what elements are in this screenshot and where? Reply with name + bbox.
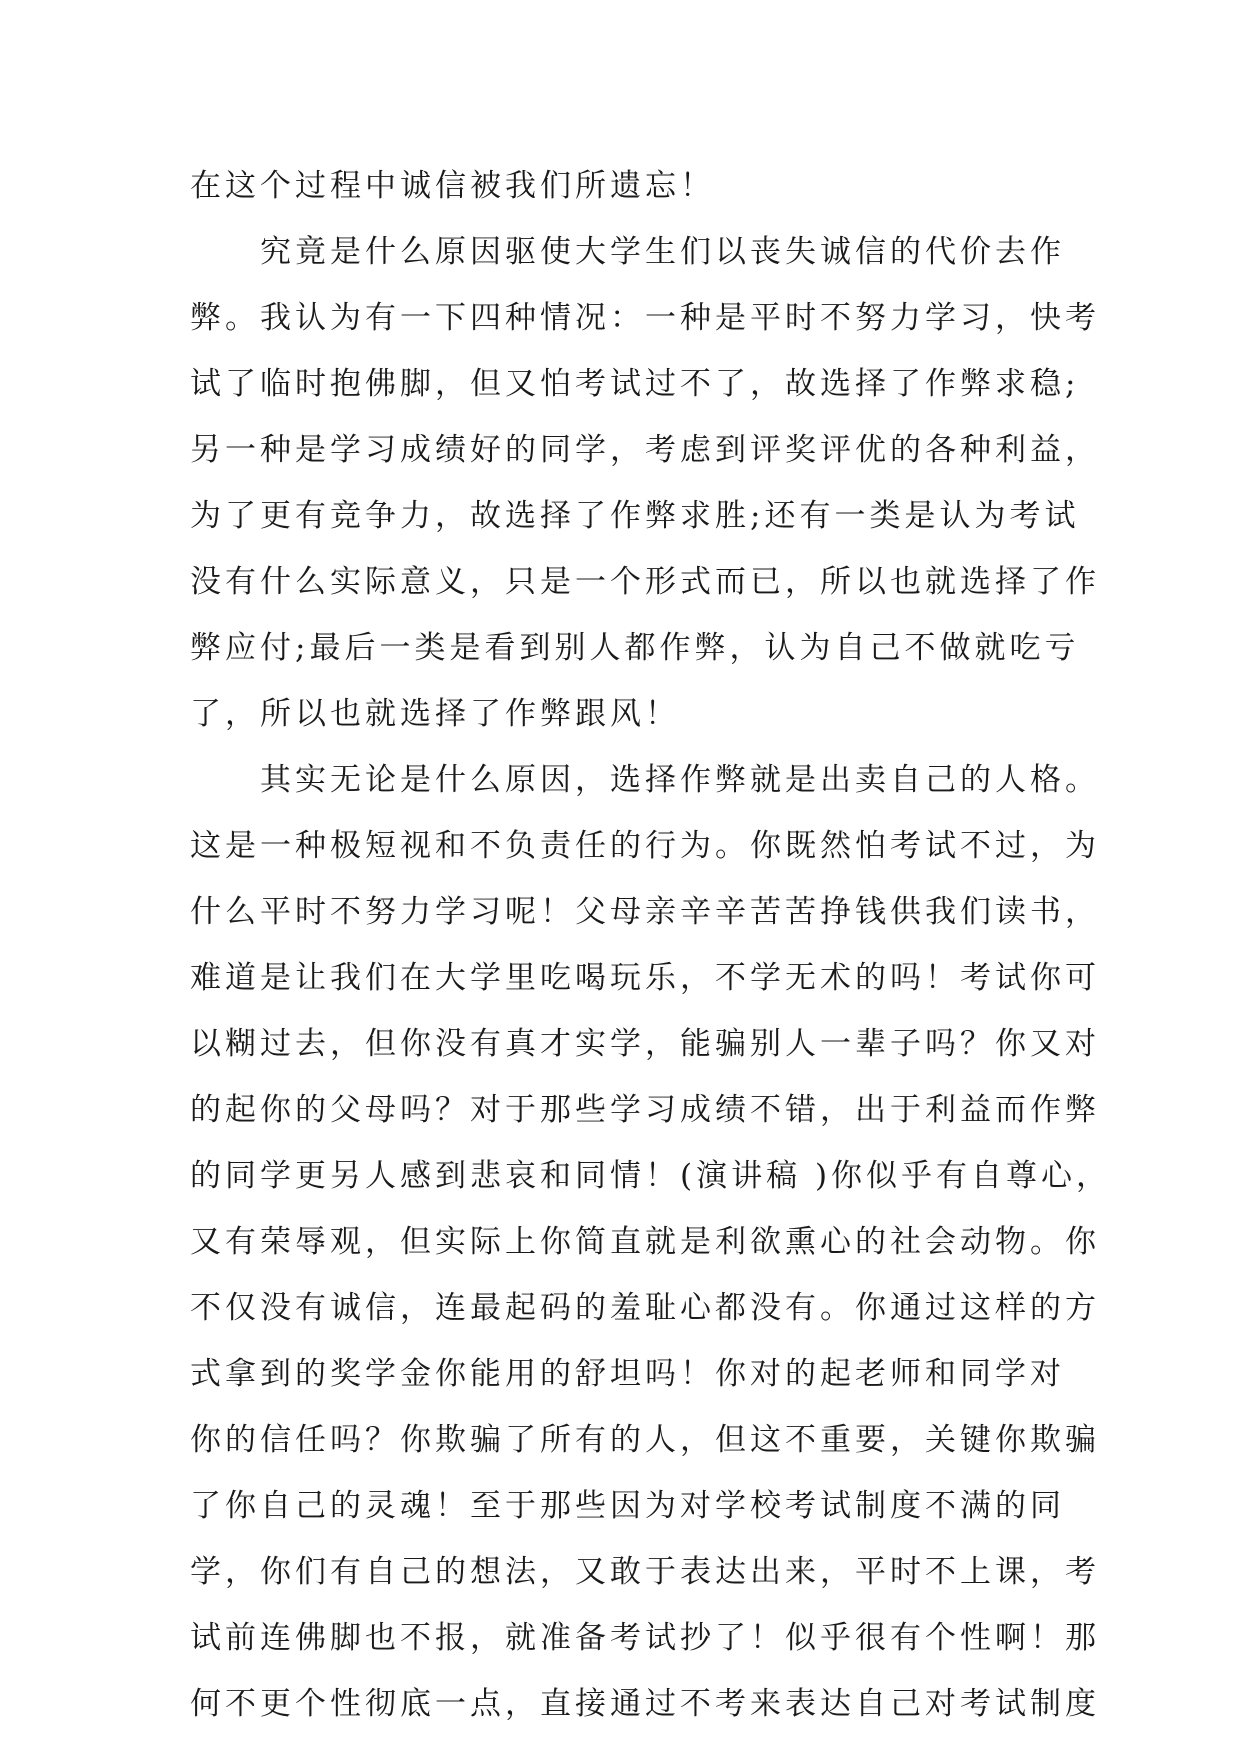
text-line: 以糊过去，但你没有真才实学，能骗别人一辈子吗？你又对 — [190, 1026, 1100, 1062]
text-line: 试了临时抱佛脚，但又怕考试过不了，故选择了作弊求稳; — [190, 366, 1080, 402]
text-line: 没有什么实际意义，只是一个形式而已，所以也就选择了作 — [190, 564, 1100, 600]
text-line: 式拿到的奖学金你能用的舒坦吗！你对的起老师和同学对 — [190, 1356, 1065, 1392]
text-line: 为了更有竞争力，故选择了作弊求胜;还有一类是认为考试 — [190, 498, 1080, 534]
text-line: 什么平时不努力学习呢！父母亲辛辛苦苦挣钱供我们读书， — [190, 894, 1100, 930]
text-line: 又有荣辱观，但实际上你简直就是利欲熏心的社会动物。你 — [190, 1224, 1100, 1260]
text-line: 究竟是什么原因驱使大学生们以丧失诚信的代价去作 — [190, 234, 1065, 270]
text-line: 的同学更另人感到悲哀和同情！(演讲稿 )你似乎有自尊心， — [190, 1158, 1112, 1194]
text-line: 何不更个性彻底一点，直接通过不考来表达自己对考试制度 — [190, 1686, 1100, 1722]
text-line: 试前连佛脚也不报，就准备考试抄了！似乎很有个性啊！那 — [190, 1620, 1100, 1656]
text-line: 不仅没有诚信，连最起码的羞耻心都没有。你通过这样的方 — [190, 1290, 1100, 1326]
text-line: 你的信任吗？你欺骗了所有的人，但这不重要，关键你欺骗 — [190, 1422, 1100, 1458]
text-line: 另一种是学习成绩好的同学，考虑到评奖评优的各种利益， — [190, 432, 1100, 468]
text-line: 弊应付;最后一类是看到别人都作弊，认为自己不做就吃亏 — [190, 630, 1080, 666]
text-line: 在这个过程中诚信被我们所遗忘！ — [190, 168, 715, 204]
text-line: 了，所以也就选择了作弊跟风！ — [190, 696, 680, 732]
text-line: 这是一种极短视和不负责任的行为。你既然怕考试不过，为 — [190, 828, 1100, 864]
text-line: 难道是让我们在大学里吃喝玩乐，不学无术的吗！考试你可 — [190, 960, 1100, 996]
text-line: 学，你们有自己的想法，又敢于表达出来，平时不上课，考 — [190, 1554, 1100, 1590]
text-line: 弊。我认为有一下四种情况：一种是平时不努力学习，快考 — [190, 300, 1100, 336]
text-line: 的起你的父母吗？对于那些学习成绩不错，出于利益而作弊 — [190, 1092, 1100, 1128]
body-text — [190, 153, 1112, 1737]
text-line: 其实无论是什么原因，选择作弊就是出卖自己的人格。 — [190, 762, 1100, 798]
text-line: 了你自己的灵魂！至于那些因为对学校考试制度不满的同 — [190, 1488, 1065, 1524]
